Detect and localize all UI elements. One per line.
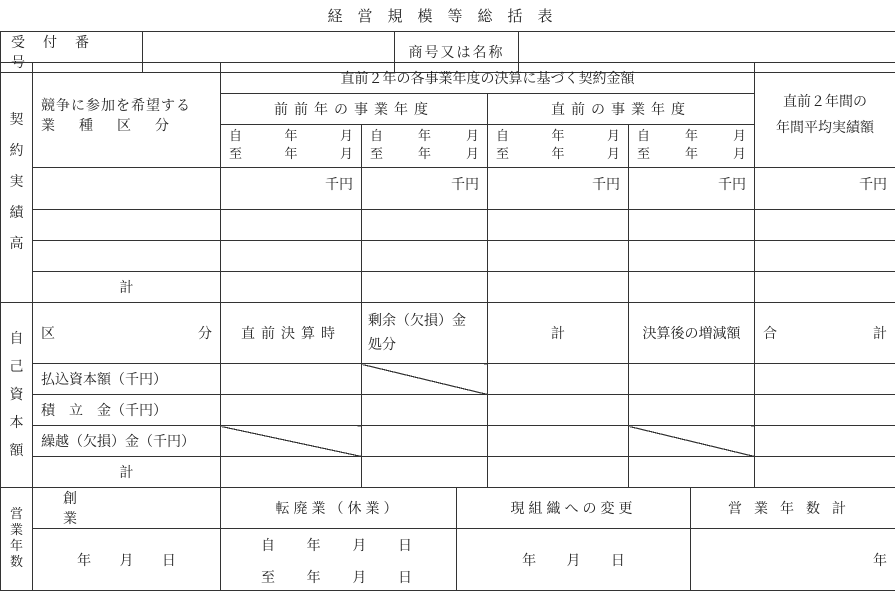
amount-cell[interactable] <box>629 210 755 241</box>
capital-category-header: 区 分 <box>33 303 221 364</box>
capital-cell[interactable] <box>221 364 362 395</box>
amount-cell[interactable] <box>629 241 755 272</box>
sum-header: 合 計 <box>755 303 895 364</box>
amount-cell[interactable] <box>362 210 488 241</box>
capital-cell[interactable] <box>362 395 488 426</box>
amount-total-cell[interactable] <box>488 272 629 303</box>
amount-cell[interactable] <box>221 210 362 241</box>
capital-row-label: 払込資本額（千円） <box>33 364 221 395</box>
capital-cell-struck <box>629 426 755 457</box>
capital-cell[interactable] <box>362 426 488 457</box>
amount-cell[interactable] <box>221 241 362 272</box>
capital-total-label: 計 <box>33 457 221 488</box>
capital-cell[interactable] <box>629 395 755 426</box>
capital-total-cell[interactable] <box>488 457 629 488</box>
amount-total-cell[interactable] <box>362 272 488 303</box>
capital-total-cell[interactable] <box>629 457 755 488</box>
change-header: 決算後の増減額 <box>629 303 755 364</box>
amount-cell[interactable]: 千円 <box>362 168 488 210</box>
surplus-header: 剰余（欠損）金 処分 <box>362 303 488 364</box>
category-cell[interactable] <box>33 241 221 272</box>
category-cell[interactable] <box>33 210 221 241</box>
years-total-field[interactable]: 年 <box>691 529 895 591</box>
average-cell[interactable] <box>755 210 895 241</box>
category-header: 競争に参加を希望する 業種区分 <box>33 63 221 168</box>
years-side-label: 営業年数 <box>1 488 33 591</box>
period-cell[interactable]: 自 年 月 至 年 月 <box>629 125 755 168</box>
main-table <box>0 62 895 488</box>
capital-cell[interactable] <box>755 426 895 457</box>
prev-year-header: 前前年の事業年度 <box>221 94 488 125</box>
amount-cell[interactable] <box>488 241 629 272</box>
founding-header: 創業 <box>33 488 221 529</box>
category-cell[interactable] <box>33 168 221 210</box>
years-total-header: 営業年数計 <box>691 488 895 529</box>
amount-cell[interactable] <box>488 210 629 241</box>
last-year-header: 直前の事業年度 <box>488 94 755 125</box>
period-cell[interactable]: 自 年 月 至 年 月 <box>362 125 488 168</box>
capital-total-header: 計 <box>488 303 629 364</box>
capital-cell[interactable] <box>221 395 362 426</box>
capital-side-label: 自己資本額 <box>1 303 33 488</box>
amount-header: 直前２年の各事業年度の決算に基づく契約金額 <box>221 63 755 94</box>
capital-cell[interactable] <box>488 364 629 395</box>
page-title: 経営規模等総括表 <box>0 0 895 30</box>
capital-cell-struck <box>221 426 362 457</box>
capital-row-label: 積 立 金（千円） <box>33 395 221 426</box>
reception-number-label: 受付番号 <box>1 32 143 73</box>
capital-cell[interactable] <box>755 395 895 426</box>
capital-cell-struck <box>362 364 488 395</box>
amount-cell[interactable]: 千円 <box>488 168 629 210</box>
reorg-date-field[interactable]: 年 月 日 <box>457 529 691 591</box>
period-cell[interactable]: 自 年 月 至 年 月 <box>488 125 629 168</box>
founding-date-field[interactable]: 年 月 日 <box>33 529 221 591</box>
capital-total-cell[interactable] <box>755 457 895 488</box>
capital-cell[interactable] <box>488 395 629 426</box>
amount-total-cell[interactable] <box>629 272 755 303</box>
average-total-cell[interactable] <box>755 272 895 303</box>
reorg-header: 現組織への変更 <box>457 488 691 529</box>
amount-cell[interactable]: 千円 <box>221 168 362 210</box>
period-cell[interactable]: 自 年 月 至 年 月 <box>221 125 362 168</box>
capital-cell[interactable] <box>488 426 629 457</box>
capital-total-cell[interactable] <box>362 457 488 488</box>
contract-total-label: 計 <box>33 272 221 303</box>
amount-cell[interactable] <box>362 241 488 272</box>
settlement-header: 直前決算時 <box>221 303 362 364</box>
business-years-table <box>0 487 895 591</box>
average-cell[interactable]: 千円 <box>755 168 895 210</box>
amount-total-cell[interactable] <box>221 272 362 303</box>
amount-cell[interactable]: 千円 <box>629 168 755 210</box>
capital-row-label: 繰越（欠損）金（千円） <box>33 426 221 457</box>
average-cell[interactable] <box>755 241 895 272</box>
capital-total-cell[interactable] <box>221 457 362 488</box>
contract-side-label: 契約実績高 <box>1 63 33 303</box>
capital-cell[interactable] <box>629 364 755 395</box>
average-header: 直前２年間の 年間平均実績額 <box>755 63 895 168</box>
transfer-header: 転廃業（休業） <box>221 488 457 529</box>
transfer-period-field[interactable]: 自 年 月 日 至 年 月 日 <box>221 529 457 591</box>
company-name-label: 商号又は名称 <box>395 32 519 73</box>
capital-cell[interactable] <box>755 364 895 395</box>
